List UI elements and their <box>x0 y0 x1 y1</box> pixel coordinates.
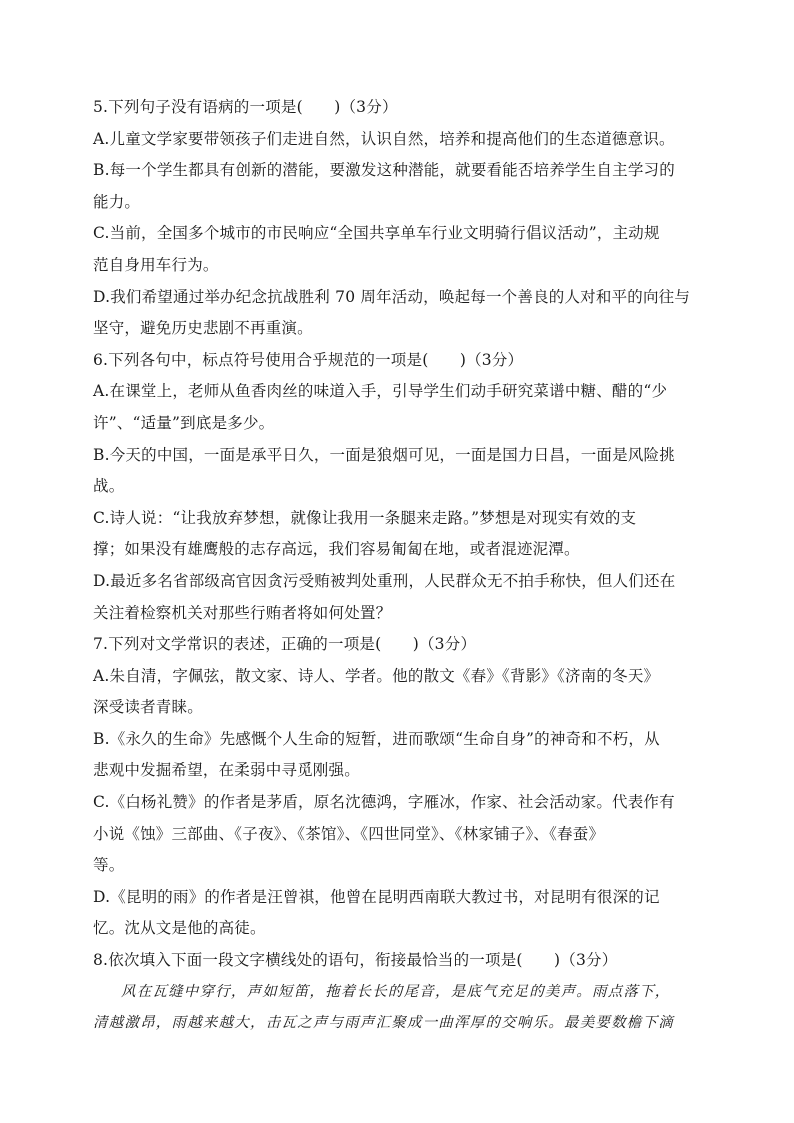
question-7-option-a: A.朱自清，字佩弦，散文家、诗人、学者。他的散文《春》《背影》《济南的冬天》 <box>93 666 660 685</box>
question-5-option-c: C.当前，全国多个城市的市民响应“全国共享单车行业文明骑行倡议活动”，主动规 <box>93 224 660 243</box>
question-5-option-d-cont: 坚守，避免历史悲剧不再重演。 <box>93 319 313 338</box>
question-5-option-a: A.儿童文学家要带领孩子们走进自然，认识自然，培养和提高他们的生态道德意识。 <box>93 129 675 148</box>
question-5-option-b: B.每一个学生都具有创新的潜能，要激发这种潜能，就要看能否培养学生自主学习的 <box>93 161 675 180</box>
question-7-stem: 7.下列对文学常识的表述，正确的一项是( )（3分） <box>93 635 477 654</box>
question-5-option-d: D.我们希望通过举办纪念抗战胜利 70 周年活动，唤起每一个善良的人对和平的向往与 <box>93 287 691 306</box>
question-content <box>93 92 705 1040</box>
question-6-option-a: A.在课堂上，老师从鱼香肉丝的味道入手，引导学生们动手研究菜谱中糖、醋的“少 <box>93 382 668 401</box>
question-6-option-d-cont: 关注着检察机关对那些行贿者将如何处置？ <box>93 603 392 622</box>
question-7-option-a-cont: 深受读者青睐。 <box>93 698 203 717</box>
question-6-option-a-cont: 许”、“适量”到底是多少。 <box>93 413 275 432</box>
question-7-option-c: C.《白杨礼赞》的作者是茅盾，原名沈德鸿，字雁冰，作家、社会活动家。代表作有 <box>93 793 675 812</box>
question-8-stem: 8.依次填入下面一段文字横线处的语句，衔接最恰当的一项是( )（3分） <box>93 951 618 970</box>
question-6-option-c-cont: 撑；如果没有雄鹰般的志存高远，我们容易匍匐在地，或者混迹泥潭。 <box>93 540 580 559</box>
question-6-option-b-cont: 战。 <box>93 477 125 496</box>
question-7-option-d: D.《昆明的雨》的作者是汪曾祺，他曾在昆明西南联大教过书，对昆明有很深的记 <box>93 887 660 906</box>
question-7-option-b: B.《永久的生命》先感慨个人生命的短暂，进而歌颂“生命自身”的神奇和不朽，从 <box>93 729 660 748</box>
passage-line: 风在瓦缝中穿行，声如短笛，拖着长长的尾音，是底气充足的美声。雨点落下， <box>121 983 671 1000</box>
question-7-option-c-cont: 小说《蚀》三部曲、《子夜》、《茶馆》、《四世同堂》、《林家铺子》、《春蚕》 <box>93 824 605 843</box>
question-6-option-c: C.诗人说：“让我放弃梦想，就像让我用一条腿来走路。”梦想是对现实有效的支 <box>93 508 637 527</box>
question-6-stem: 6.下列各句中，标点符号使用合乎规范的一项是( )（3分） <box>93 350 524 369</box>
question-7-option-b-cont: 悲观中发掘希望，在柔弱中寻觅刚强。 <box>93 761 360 780</box>
question-6-option-b: B.今天的中国，一面是承平日久，一面是狼烟可见，一面是国力日昌，一面是风险挑 <box>93 445 675 464</box>
question-7-option-d-cont: 忆。沈从文是他的高徒。 <box>93 919 266 938</box>
question-5-option-c-cont: 范自身用车行为。 <box>93 255 219 274</box>
question-6-option-d: D.最近多名省部级高官因贪污受贿被判处重刑，人民群众无不拍手称快，但人们还在 <box>93 571 676 590</box>
question-5-stem: 5.下列句子没有语病的一项是( )（3分） <box>93 98 398 116</box>
question-5-option-b-cont: 能力。 <box>93 192 141 211</box>
question-7-option-c-cont-2: 等。 <box>93 856 125 875</box>
question-8-passage <box>93 977 705 1040</box>
passage-line: 清越激昂，雨越来越大，击瓦之声与雨声汇聚成一曲浑厚的交响乐。最美要数檐下滴 <box>93 1015 674 1032</box>
